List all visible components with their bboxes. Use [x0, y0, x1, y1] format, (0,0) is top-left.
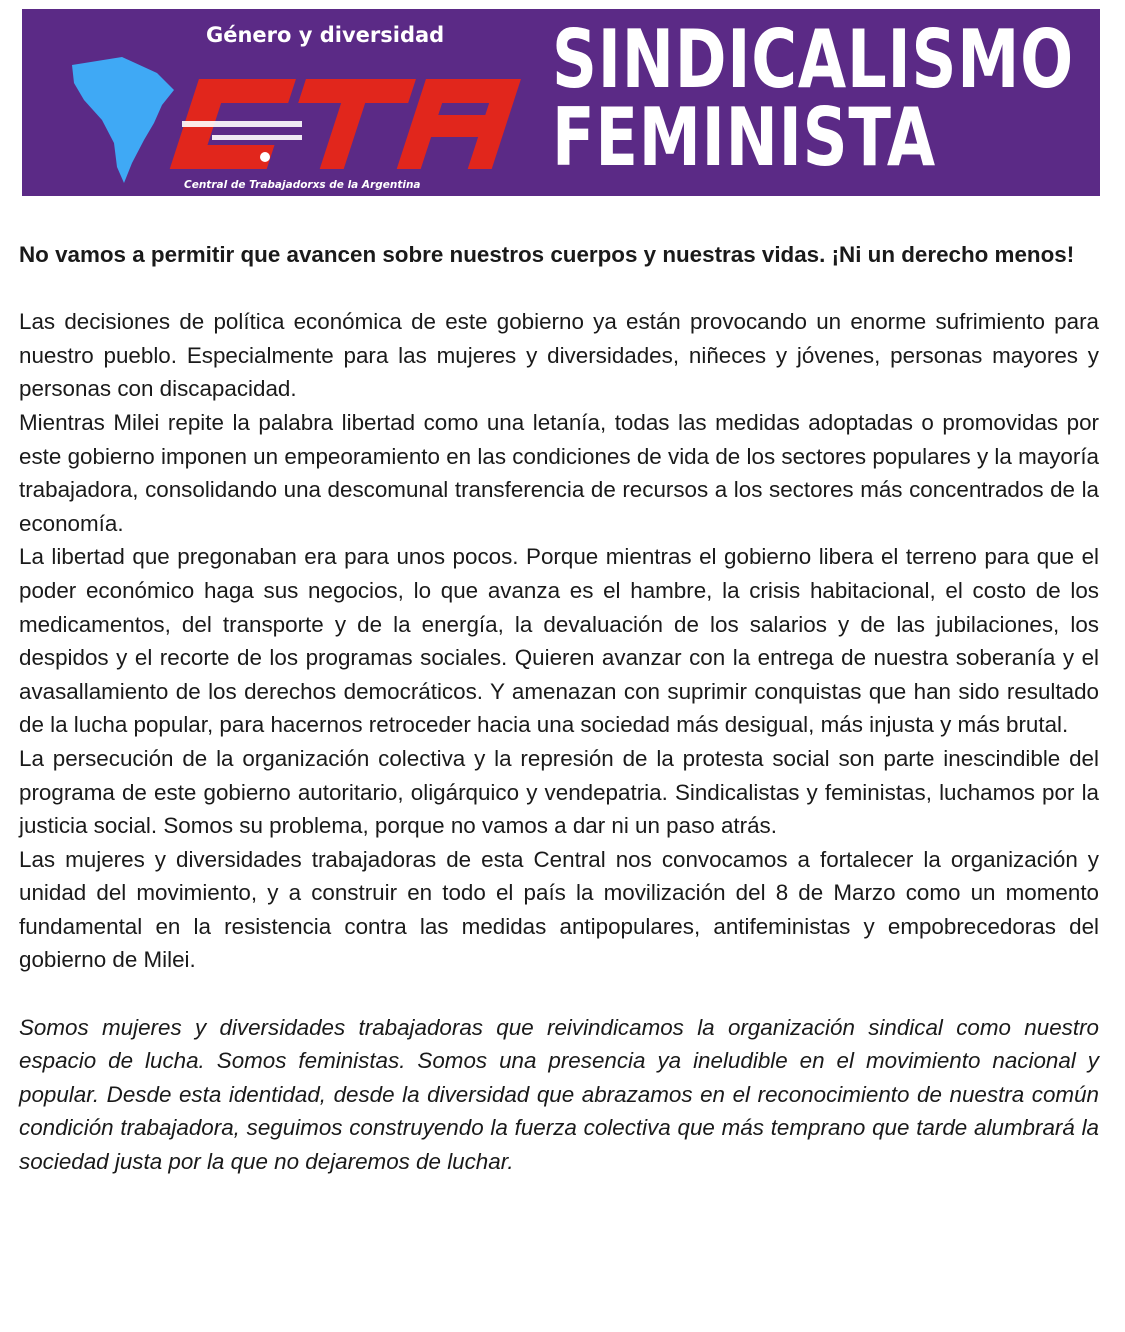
spacer	[19, 977, 1099, 1011]
spacer	[19, 272, 1099, 306]
banner-subtitle: Género y diversidad	[206, 23, 445, 47]
body-paragraph: Mientras Milei repite la palabra libertad como una letanía, todas las medidas adoptadas o promovidas por este gobierno imponen un empeoramiento en las condiciones de vida de los sectores populares y la mayoría trabajadora, consolidando una descomunal transferencia de recursos a los sectores más concentrados de la economía.	[19, 409, 1099, 536]
body-paragraph: Las mujeres y diversidades trabajadoras de esta Central nos convocamos a fortalecer la organización y unidad del movimiento, y a construir en todo el país la movilización del 8 de Marzo como un momento fundamental en la resistencia contra las medidas antipopulares, antifeministas y empobrecedoras del gobierno de Milei.	[19, 846, 1099, 973]
article-body	[19, 238, 1099, 1179]
body-paragraph: La persecución de la organización colectiva y la represión de la protesta social son parte inescindible del programa de este gobierno autoritario, oligárquico y vendepatria. Sindicalistas y feministas, luchamos por la justicia social. Somos su problema, porque no vamos a dar ni un paso atrás.	[19, 745, 1099, 839]
body-paragraph: Las decisiones de política económica de este gobierno ya están provocando un enorme sufrimiento para nuestro pueblo. Especialmente para las mujeres y diversidades, niñeces y jóvenes, personas mayores y personas con discapacidad.	[19, 309, 1099, 402]
lead-statement: No vamos a permitir que avancen sobre nuestros cuerpos y nuestras vidas. ¡Ni un derecho menos!	[19, 242, 1075, 267]
logo-caption: Central de Trabajadorxs de la Argentina	[184, 179, 421, 191]
banner-headline	[552, 13, 1074, 184]
closing-statement: Somos mujeres y diversidades trabajadoras que reivindicamos la organización sindical como nuestro espacio de lucha. Somos feministas. Somos una presencia ya ineludible en el movimiento nacional y popular. Desde esta identidad, desde la diversidad que abrazamos en el reconocimiento de nuestra común condición trabajadora, seguimos construyendo la fuerza colectiva que más temprano que tarde alumbrará la sociedad justa por la que no dejaremos de luchar.	[19, 1014, 1099, 1175]
header-banner	[22, 9, 1100, 196]
cta-logo	[62, 45, 522, 185]
headline-line-1: SINDICALISMO	[552, 13, 1074, 106]
body-paragraph: La libertad que pregonaban era para unos pocos. Porque mientras el gobierno libera el terreno para que el poder económico haga sus negocios, lo que avanza es el hambre, la crisis habitacional, el costo de los medicamentos, del transporte y de la energía, la devaluación de los salarios y de las jubilaciones, los despidos y el recorte de los programas sociales. Quieren avanzar con la entrega de nuestra soberanía y el avasallamiento de los derechos democráticos. Y amenazan con suprimir conquistas que han sido resultado de la lucha popular, para hacernos retroceder hacia una sociedad más desigual, más injusta y más brutal.	[19, 544, 1099, 738]
latin-america-map-icon	[72, 57, 174, 183]
headline-line-2: FEMINISTA	[552, 91, 936, 184]
